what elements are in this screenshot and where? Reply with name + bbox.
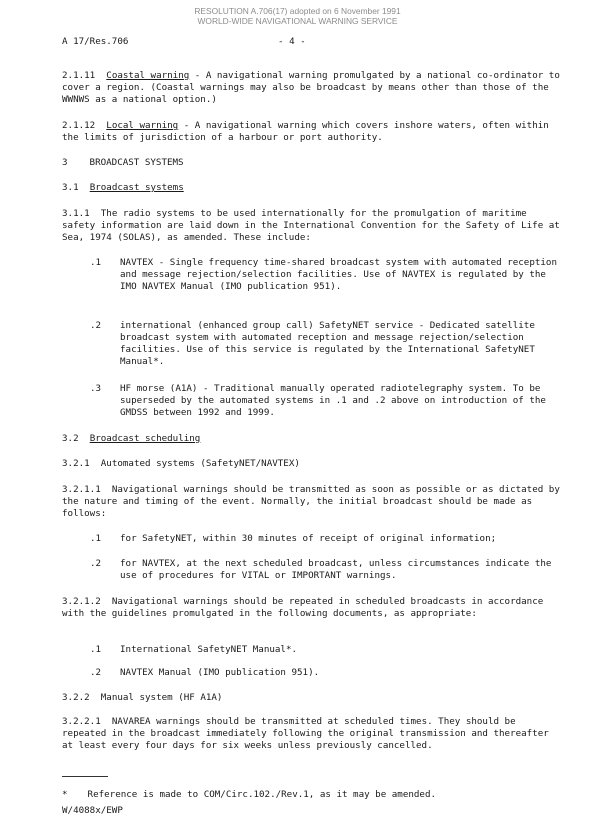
paragraph-2-1-11 [62,70,562,106]
section-number: 2.1.12 [62,120,96,131]
paragraph-3-2-2-1 [62,716,562,752]
section-number: 3.2.1.1 [62,484,101,495]
section-title: Broadcast scheduling [89,433,201,444]
footnote-mark: * [62,789,68,800]
list-item-text: for SafetyNET, within 30 minutes of receipt of original information; [120,533,497,544]
footnote-text: Reference is made to COM/Circ.102./Rev.1, as it may be amended. [87,789,437,800]
footnote-rule [62,776,108,777]
section-number: 3.1.1 [62,208,90,219]
defined-term: Coastal warning [106,70,190,81]
section-title: Broadcast systems [89,182,184,193]
list-item-number: .1 [90,257,102,268]
list-item [62,257,562,293]
section-title: Automated systems (SafetyNET/NAVTEX) [100,458,300,469]
list-item-number: .2 [90,320,102,331]
list-item-text: NAVTEX - Single frequency time-shared broadcast system with automated reception and message rejection/selection facilities. Use of NAVTEX is regulated by the IMO NAVTEX Manual (IMO publication 951). [120,257,557,292]
section-heading-3-2-1 [62,458,300,469]
section-title: BROADCAST SYSTEMS [89,157,184,168]
paragraph-3-2-1-2 [62,596,562,620]
section-number: 3.2.2 [62,692,90,703]
section-number: 3.2.1.2 [62,596,101,607]
section-number: 3.2.2.1 [62,716,101,727]
section-heading-3 [62,157,184,168]
section-number: 3 [62,157,68,168]
paragraph-text: NAVAREA warnings should be transmitted at scheduled times. They should be repeated in the broadcast immediately following the original transmission and thereafter at least every four days for six weeks unless previously cancelled. [62,716,549,751]
definition-text: - A navigational warning promulgated by a national co-ordinator to cover a region. (Coastal warnings may also be broadcast by means other than those of the WWNWS as a national option.) [62,70,560,105]
page-number: - 4 - [278,36,306,47]
list-item [62,383,562,419]
paragraph-text: Navigational warnings should be repeated in scheduled broadcasts in accordance with the guidelines promulgated in the following documents, as appropriate: [62,596,544,619]
paragraph-3-1-1 [62,208,562,244]
section-number: 3.2 [62,433,79,444]
section-heading-3-2-2 [62,692,222,703]
section-heading-3-2 [62,433,200,444]
list-item-number: .1 [90,644,102,655]
definition-text: - A navigational warning which covers inshore waters, often within the limits of jurisdiction of a harbour or port authority. [62,120,549,143]
page-header [0,6,595,26]
list-item [62,320,562,368]
section-number: 3.1 [62,182,79,193]
list-item-number: .1 [90,533,102,544]
resolution-header: RESOLUTION A.706(17) adopted on 6 November 1991 [194,6,401,16]
section-heading-3-1 [62,182,184,193]
document-code: W/4088x/EWP [62,805,123,816]
list-item-number: .2 [90,667,102,678]
footnote [62,789,436,800]
paragraph-text: Navigational warnings should be transmitted as soon as possible or as dictated by the nature and timing of the event. Normally, the initial broadcast should be made as follows: [62,484,560,519]
list-item-text: international (enhanced group call) SafetyNET service - Dedicated satellite broadcast system with automated reception and message rejection/selection facilities. Use of this service is regulated by the International SafetyNET Manual*. [120,320,535,367]
page-reference: A 17/Res.706 [62,36,129,47]
list-item-text: for NAVTEX, at the next scheduled broadcast, unless circumstances indicate the use of procedures for VITAL or IMPORTANT warnings. [120,558,552,581]
list-item-text: NAVTEX Manual (IMO publication 951). [120,667,320,678]
section-number: 2.1.11 [62,70,96,81]
paragraph-text: The radio systems to be used internationally for the promulgation of maritime safety information are laid down in the International Convention for the Safety of Life at Sea, 1974 (SOLAS), as amended. These include: [62,208,560,243]
list-item [62,644,562,656]
list-item-number: .2 [90,558,102,569]
list-item-text: International SafetyNET Manual*. [120,644,298,655]
section-title: Manual system (HF A1A) [100,692,223,703]
defined-term: Local warning [106,120,179,131]
list-item [62,667,562,679]
section-number: 3.2.1 [62,458,90,469]
paragraph-3-2-1-1 [62,484,562,520]
list-item [62,558,562,582]
list-item [62,533,562,545]
list-item-number: .3 [90,383,102,394]
service-header: WORLD-WIDE NAVIGATIONAL WARNING SERVICE [197,16,398,26]
list-item-text: HF morse (A1A) - Traditional manually operated radiotelegraphy system. To be superseded by the automated systems in .1 and .2 above on introduction of the GMDSS between 1992 and 1999. [120,383,546,418]
paragraph-2-1-12 [62,120,562,144]
